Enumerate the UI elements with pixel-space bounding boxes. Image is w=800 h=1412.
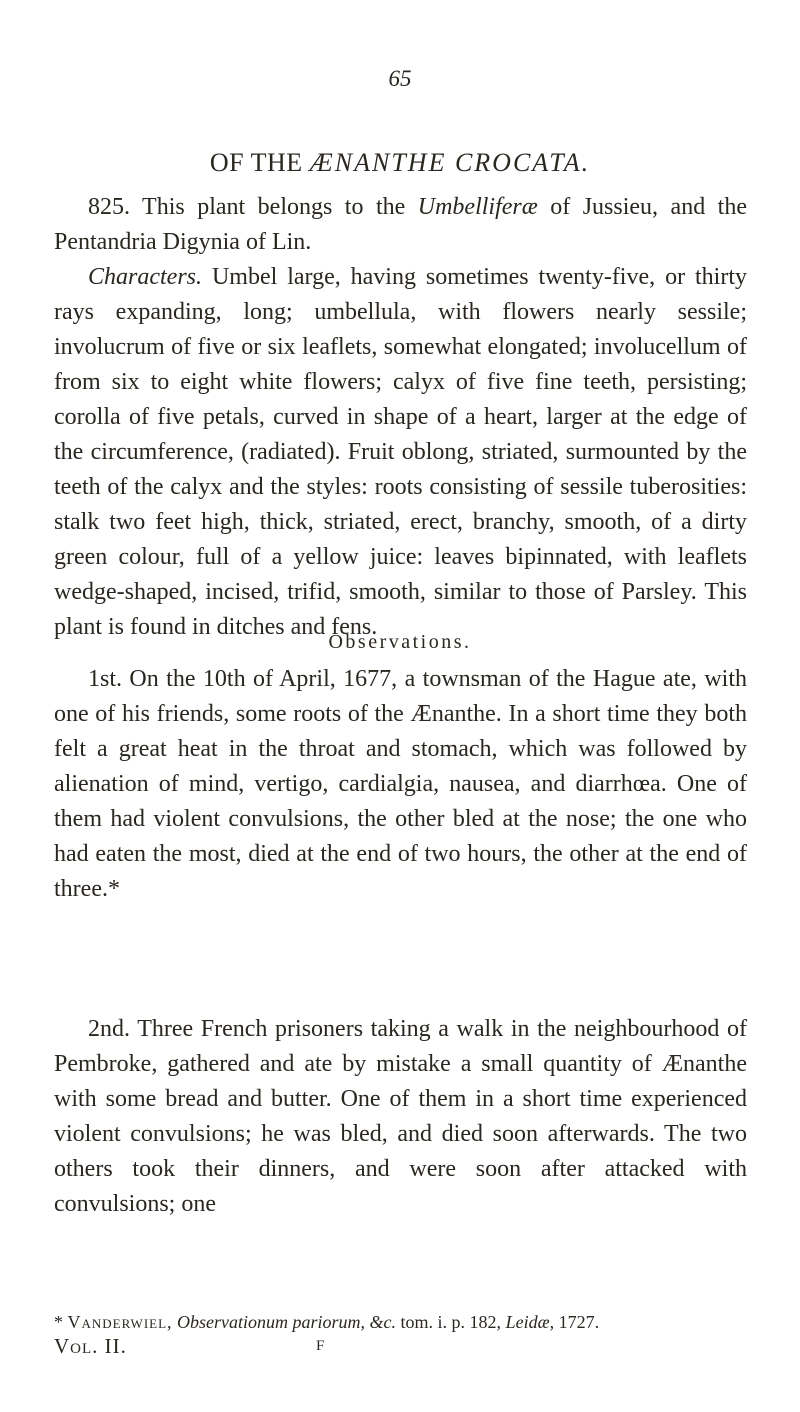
description-paragraph bbox=[54, 190, 747, 645]
footnote-details: tom. i. p. 182, bbox=[400, 1312, 502, 1332]
footnote-year: 1727. bbox=[558, 1312, 600, 1332]
characters-text: Umbel large, having sometimes twenty-five, or thirty rays expanding, long; umbellula, with flowers nearly sessile; involucrum of five or six leaflets, somewhat elongated; involucellum of from six to eight white flowers; calyx of five fine teeth, persisting; corolla of five petals, curved in shape of a heart, larger at the edge of the circumference, (radiated). Fruit oblong, striated, surmounted by the teeth of the calyx and the styles: roots consisting of sessile tuberosities: stalk two feet high, thick, striated, erect, branchy, smooth, of a dirty green colour, full of a yellow juice: leaves bipinnated, with leaflets wedge-shaped, incised, trifid, smooth, similar to those of Parsley. This plant is found in ditches and fens. bbox=[54, 264, 747, 640]
footnote-place: Leidæ, bbox=[505, 1312, 555, 1332]
footnote-marker: * bbox=[54, 1312, 63, 1332]
footnote bbox=[54, 1310, 754, 1334]
page-number: 65 bbox=[388, 66, 412, 91]
chapter-heading bbox=[0, 148, 800, 178]
observations-heading: Observations. bbox=[328, 631, 472, 653]
heading-title: ÆNANTHE CROCATA. bbox=[309, 148, 591, 177]
family-name: Umbelliferæ bbox=[417, 194, 538, 220]
observation-2-text: 2nd. Three French prisoners taking a walk in the neighbourhood of Pembroke, gathered and ate by mistake a small quantity of Ænanthe with some bread and butter. One of them in a short time experienced violent convulsions; he was bled, and died soon afterwards. The two others took their dinners, and were soon after attacked with convulsions; one bbox=[54, 1016, 747, 1217]
paragraph-text: This plant belongs to the bbox=[142, 194, 406, 220]
observation-1-text: 1st. On the 10th of April, 1677, a townsman of the Hague ate, with one of his friends, some roots of the Ænanthe. In a short time they both felt a great heat in the throat and stomach, which was followed by alienation of mind, vertigo, cardialgia, nausea, and diarrhœa. One of them had violent convulsions, the other bled at the nose; the one who had eaten the most, died at the end of two hours, the other at the end of three.* bbox=[54, 666, 747, 902]
footnote-work: Observationum pariorum, &c. bbox=[177, 1312, 397, 1332]
footnote-author: Vanderwiel, bbox=[67, 1312, 173, 1332]
signature-line bbox=[54, 1334, 754, 1359]
observation-2 bbox=[54, 1012, 747, 1222]
observation-1 bbox=[54, 662, 747, 907]
heading-prefix: OF THE bbox=[209, 148, 303, 177]
volume-mark: Vol. II. bbox=[54, 1334, 127, 1358]
paragraph-text-continued: of Jussieu, and the Pentandria Digynia of Lin. bbox=[54, 194, 747, 255]
paragraph-number: 825. bbox=[88, 194, 130, 220]
signature-mark: F bbox=[316, 1338, 327, 1354]
characters-label: Characters. bbox=[88, 264, 202, 290]
